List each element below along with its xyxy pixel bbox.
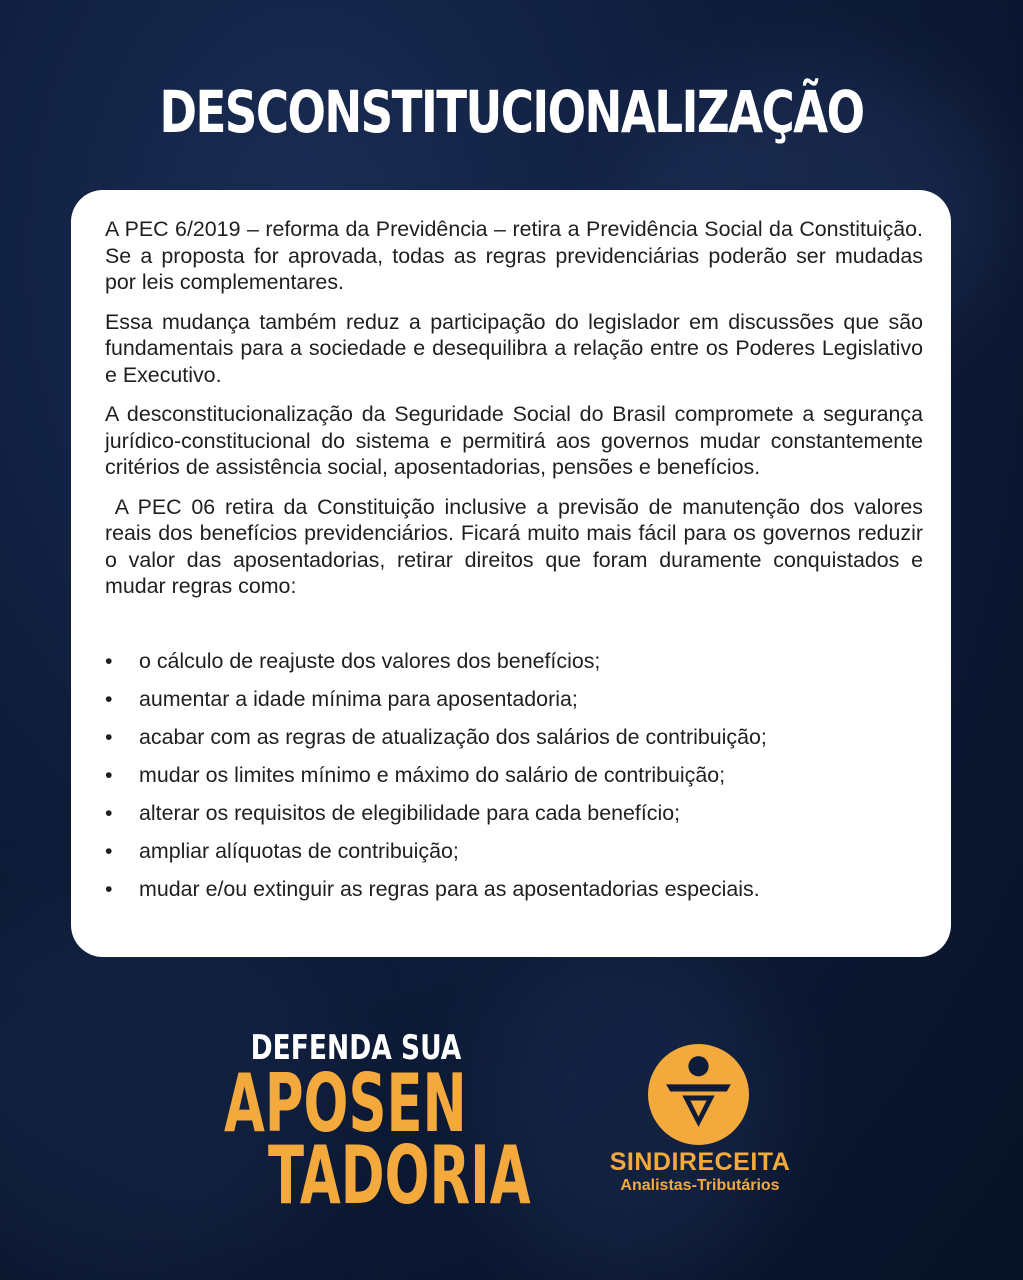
bullet-list <box>105 648 923 902</box>
list-item-text: mudar os limites mínimo e máximo do salário de contribuição; <box>139 762 726 787</box>
list-item <box>105 724 923 750</box>
brand-subtitle: Analistas-Tributários <box>620 1177 780 1194</box>
paragraph: A desconstitucionalização da Seguridade Social do Brasil compromete a segurança jurídico-constitucional do sistema e permitirá aos governos mudar constantemente critérios de assistência social, aposentadorias, pensões e benefícios. <box>105 402 923 479</box>
list-item <box>105 800 923 826</box>
sindireceita-logo-icon <box>648 1044 749 1145</box>
bullet-icon: • <box>105 762 113 787</box>
slogan-line: TADORIA <box>268 1129 531 1222</box>
bullet-icon: • <box>105 724 113 749</box>
campaign-slogan <box>224 1028 531 1222</box>
paragraph: A PEC 6/2019 – reforma da Previdência – retira a Previdência Social da Constituição. Se a proposta for aprovada, todas as regras previdenciárias poderão ser mudadas por leis complementares. <box>105 217 923 294</box>
list-item-text: aumentar a idade mínima para aposentadoria; <box>139 686 578 711</box>
list-item <box>105 686 923 712</box>
list-item-text: acabar com as regras de atualização dos salários de contribuição; <box>139 724 767 749</box>
bullet-icon: • <box>105 800 113 825</box>
bullet-icon: • <box>105 686 113 711</box>
list-item-text: alterar os requisitos de elegibilidade para cada benefício; <box>139 800 681 825</box>
list-item <box>105 762 923 788</box>
list-item <box>105 876 923 902</box>
list-item-text: ampliar alíquotas de contribuição; <box>139 838 459 863</box>
bullet-icon: • <box>105 838 113 863</box>
list-item <box>105 648 923 674</box>
list-item-text: o cálculo de reajuste dos valores dos benefícios; <box>139 648 601 673</box>
paragraph: A PEC 06 retira da Constituição inclusive a previsão de manutenção dos valores reais dos benefícios previdenciários. Ficará muito mais fácil para os governos reduzir o valor das aposentadorias, retirar direitos que foram duramente conquistados e mudar regras como: <box>105 494 929 598</box>
bullet-icon: • <box>105 648 113 673</box>
content-card <box>71 190 951 957</box>
list-item-text: mudar e/ou extinguir as regras para as aposentadorias especiais. <box>139 876 760 901</box>
brand-name: SINDIRECEITA <box>609 1148 791 1176</box>
slogan-line: DEFENDA SUA <box>250 1028 462 1068</box>
bullet-icon: • <box>105 876 113 901</box>
list-item <box>105 838 923 864</box>
paragraph: Essa mudança também reduz a participação do legislador em discussões que são fundamentais para a sociedade e desequilibra a relação entre os Poderes Legislativo e Executivo. <box>105 309 923 387</box>
page-title: DESCONSTITUCIONALIZAÇÃO <box>159 78 864 146</box>
slogan-line: APOSEN <box>224 1057 467 1150</box>
